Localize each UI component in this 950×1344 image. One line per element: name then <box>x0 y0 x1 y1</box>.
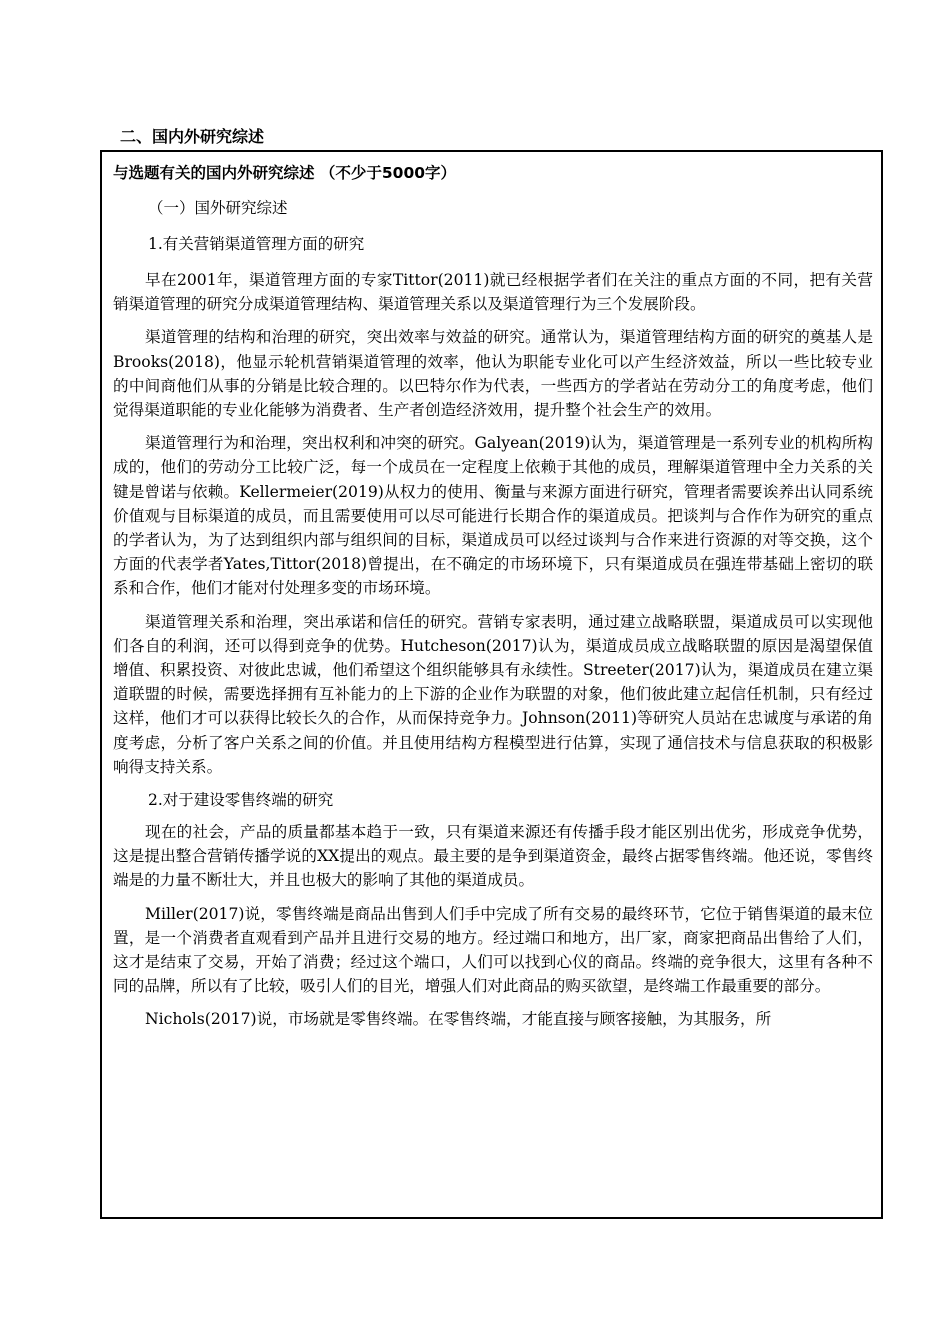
subheading-retail-terminal: 2.对于建设零售终端的研究 <box>148 791 334 810</box>
paragraph: 渠道管理行为和治理，突出权利和冲突的研究。Galyean(2019)认为，渠道管理是一系列专业的机构所构成的，他们的劳动分工比较广泛，每一个成员在一定程度上依赖于其他的成员，理解渠道管理中全力关系的关键是曾诺与依赖。Kellermeier(2019)从权力的使用、衡量与来源方面进行研究，管理者需要诶养出认同系统价值观与目标渠道的成员，而且需要使用可以尽可能进行长期合作的渠道成员。把谈判与合作作为研究的重点的学者认为，为了达到组织内部与组织间的目标，渠道成员可以经过谈判与合作来进行资源的对等交换，这个方面的代表学者Yates,Tittor(2018)曾提出，在不确定的市场环境下，只有渠道成员在强连带基础上密切的联系和合作，他们才能对付处理多变的市场环境。 <box>113 434 873 598</box>
paragraph: 早在2001年，渠道管理方面的专家Tittor(2011)就已经根据学者们在关注的重点方面的不同，把有关营销渠道管理的研究分成渠道管理结构、渠道管理关系以及渠道管理行为三个发展阶段。 <box>113 271 873 314</box>
subheading-foreign-review: （一）国外研究综述 <box>148 199 288 217</box>
literature-review-box <box>100 150 883 1219</box>
paragraph: 现在的社会，产品的质量都基本趋于一致，只有渠道来源还有传播手段才能区别出优劣，形成竞争优势，这是提出整合营销传播学说的XX提出的观点。最主要的是争到渠道资金，最终占据零售终端。他还说，零售终端是的力量不断壮大，并且也极大的影响了其他的渠道成员。 <box>113 823 873 890</box>
paragraph: 渠道管理关系和治理，突出承诺和信任的研究。营销专家表明，通过建立战略联盟，渠道成员可以实现他们各自的利润，还可以得到竞争的优势。Hutcheson(2017)认为，渠道成员成立战略联盟的原因是渴望保值增值、积累投资、对彼此忠诚，他们希望这个组织能够具有永续性。Streeter(2017)认为，渠道成员在建立渠道联盟的时候，需要选择拥有互补能力的上下游的企业作为联盟的对象，他们彼此建立起信任机制，只有经过这样，他们才可以获得比较长久的合作，从而保持竞争力。Johnson(2011)等研究人员站在忠诚度与承诺的角度考虑，分析了客户关系之间的价值。并且使用结构方程模型进行估算，实现了通信技术与信息获取的积极影响得支持关系。 <box>113 612 873 776</box>
box-title: 与选题有关的国内外研究综述 （不少于5000字） <box>113 164 457 182</box>
subheading-channel-management: 1.有关营销渠道管理方面的研究 <box>148 235 365 253</box>
paragraph: Miller(2017)说，零售终端是商品出售到人们手中完成了所有交易的最终环节，它位于销售渠道的最末位置，是一个消费者直观看到产品并且进行交易的地方。经过端口和地方，出厂家，商家把商品出售给了人们，这才是结束了交易，开始了消费；经过这个端口，人们可以找到心仪的商品。终端的竞争很大，这里有各种不同的品牌，所以有了比较，吸引人们的目光，增强人们对此商品的购买欲望，是终端工作最重要的部分。 <box>113 904 873 996</box>
paragraph: Nichols(2017)说，市场就是零售终端。在零售终端，才能直接与顾客接触，为其服务，所 <box>145 1010 772 1029</box>
review-content <box>113 196 873 1041</box>
paragraph: 渠道管理的结构和治理的研究，突出效率与效益的研究。通常认为，渠道管理结构方面的研究的奠基人是Brooks(2018)，他显示轮机营销渠道管理的效率，他认为职能专业化可以产生经济效益，所以一些比较专业的中间商他们从事的分销是比较合理的。以巴特尔作为代表，一些西方的学者站在劳动分工的角度考虑，他们觉得渠道职能的专业化能够为消费者、生产者创造经济效用，提升整个社会生产的效用。 <box>113 328 873 420</box>
section-heading: 二、国内外研究综述 <box>120 127 265 146</box>
